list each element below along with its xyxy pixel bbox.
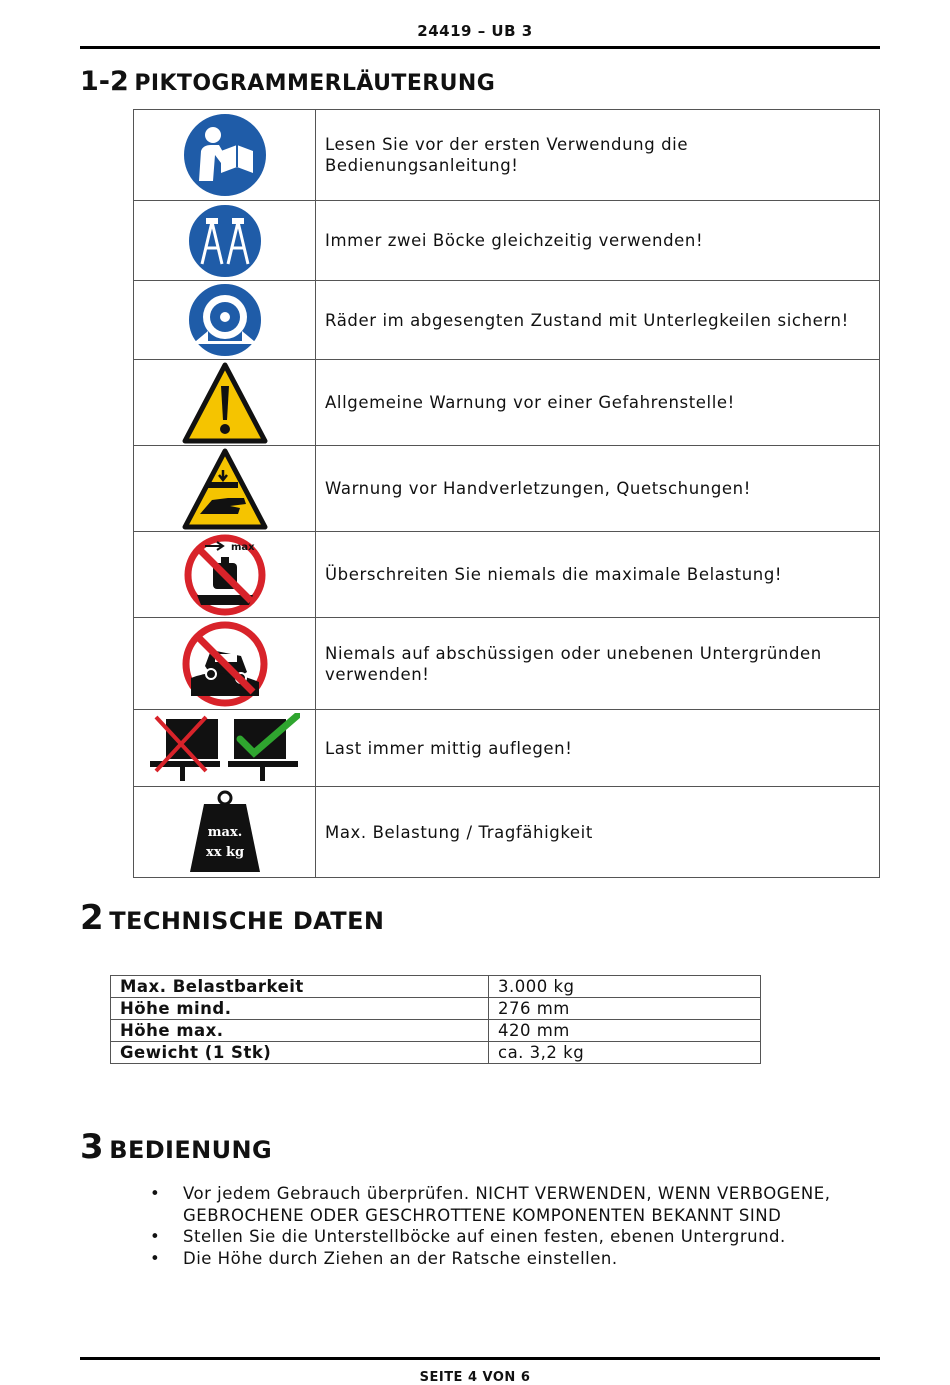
pictogram-text: Max. Belastung / Tragfähigkeit bbox=[316, 787, 880, 878]
specs-table bbox=[110, 975, 761, 1064]
list-item-text: Die Höhe durch Ziehen an der Ratsche einstellen. bbox=[183, 1248, 618, 1268]
table-row bbox=[111, 1042, 761, 1064]
weight-label-line2: xx kg bbox=[205, 845, 244, 860]
section-number: 2 bbox=[80, 898, 104, 938]
section-2-heading bbox=[80, 898, 384, 938]
list-item bbox=[140, 1248, 860, 1270]
spec-label: Gewicht (1 Stk) bbox=[111, 1042, 489, 1064]
spec-label: Höhe max. bbox=[111, 1020, 489, 1042]
weight-label-line1: max. bbox=[207, 825, 242, 840]
list-item bbox=[140, 1226, 860, 1248]
bullet: • bbox=[150, 1227, 161, 1246]
table-row bbox=[111, 998, 761, 1020]
page-footer: SEITE 4 VON 6 bbox=[419, 1370, 531, 1385]
section-title: TECHNISCHE DATEN bbox=[109, 907, 385, 935]
pictogram-text: Lesen Sie vor der ersten Verwendung die Bedienungsanleitung! bbox=[316, 110, 880, 201]
spec-value: 420 mm bbox=[489, 1020, 761, 1042]
bullet: • bbox=[150, 1248, 161, 1268]
general-warning-icon bbox=[134, 360, 316, 446]
table-row bbox=[134, 787, 880, 878]
pictogram-text: Allgemeine Warnung vor einer Gefahrenstelle! bbox=[316, 360, 880, 446]
list-item bbox=[140, 1183, 860, 1226]
hand-crush-warning-icon bbox=[134, 446, 316, 532]
page-header: 24419 – UB 3 bbox=[417, 22, 533, 40]
pictogram-text: Räder im abgesengten Zustand mit Unterlegkeilen sichern! bbox=[316, 281, 880, 360]
table-row bbox=[111, 976, 761, 998]
list-item-text: Stellen Sie die Unterstellböcke auf einen festen, ebenen Untergrund. bbox=[183, 1227, 786, 1246]
max-label: max bbox=[230, 541, 255, 553]
table-row bbox=[134, 201, 880, 281]
pictogram-text: Niemals auf abschüssigen oder unebenen Untergründen verwenden! bbox=[316, 618, 880, 710]
section-number: 1-2 bbox=[80, 66, 129, 97]
no-slope-icon bbox=[134, 618, 316, 710]
list-item-text: Vor jedem Gebrauch überprüfen. NICHT VERWENDEN, WENN VERBOGENE, GEBROCHENE ODER GESCHROTTENE KOMPONENTEN BEKANNT SIND bbox=[183, 1184, 831, 1225]
read-manual-icon bbox=[134, 110, 316, 201]
table-row bbox=[134, 281, 880, 360]
pictogram-text: Warnung vor Handverletzungen, Quetschungen! bbox=[316, 446, 880, 532]
spec-label: Max. Belastbarkeit bbox=[111, 976, 489, 998]
section-3-heading bbox=[80, 1127, 272, 1167]
spec-value: ca. 3,2 kg bbox=[489, 1042, 761, 1064]
pictogram-text: Last immer mittig auflegen! bbox=[316, 710, 880, 787]
max-weight-icon bbox=[134, 787, 316, 878]
wheel-chock-icon bbox=[134, 281, 316, 360]
table-row bbox=[134, 110, 880, 201]
pictogram-text: Überschreiten Sie niemals die maximale Belastung! bbox=[316, 532, 880, 618]
center-load-icon bbox=[134, 710, 316, 787]
two-stands-icon bbox=[134, 201, 316, 281]
section-title: BEDIENUNG bbox=[109, 1136, 273, 1164]
pictogram-text: Immer zwei Böcke gleichzeitig verwenden! bbox=[316, 201, 880, 281]
table-row bbox=[134, 360, 880, 446]
table-row bbox=[134, 710, 880, 787]
table-row bbox=[134, 618, 880, 710]
spec-label: Höhe mind. bbox=[111, 998, 489, 1020]
spec-value: 3.000 kg bbox=[489, 976, 761, 998]
table-row bbox=[134, 446, 880, 532]
pictogram-table bbox=[133, 109, 880, 878]
table-row bbox=[111, 1020, 761, 1042]
section-title: PIKTOGRAMMERLÄUTERUNG bbox=[134, 71, 496, 96]
table-row bbox=[134, 532, 880, 618]
spec-value: 276 mm bbox=[489, 998, 761, 1020]
header-rule bbox=[80, 46, 880, 49]
footer-rule bbox=[80, 1357, 880, 1360]
section-1-heading bbox=[80, 66, 495, 97]
bullet: • bbox=[150, 1184, 161, 1203]
section-number: 3 bbox=[80, 1127, 104, 1167]
operation-list bbox=[140, 1183, 860, 1269]
no-overload-icon bbox=[134, 532, 316, 618]
